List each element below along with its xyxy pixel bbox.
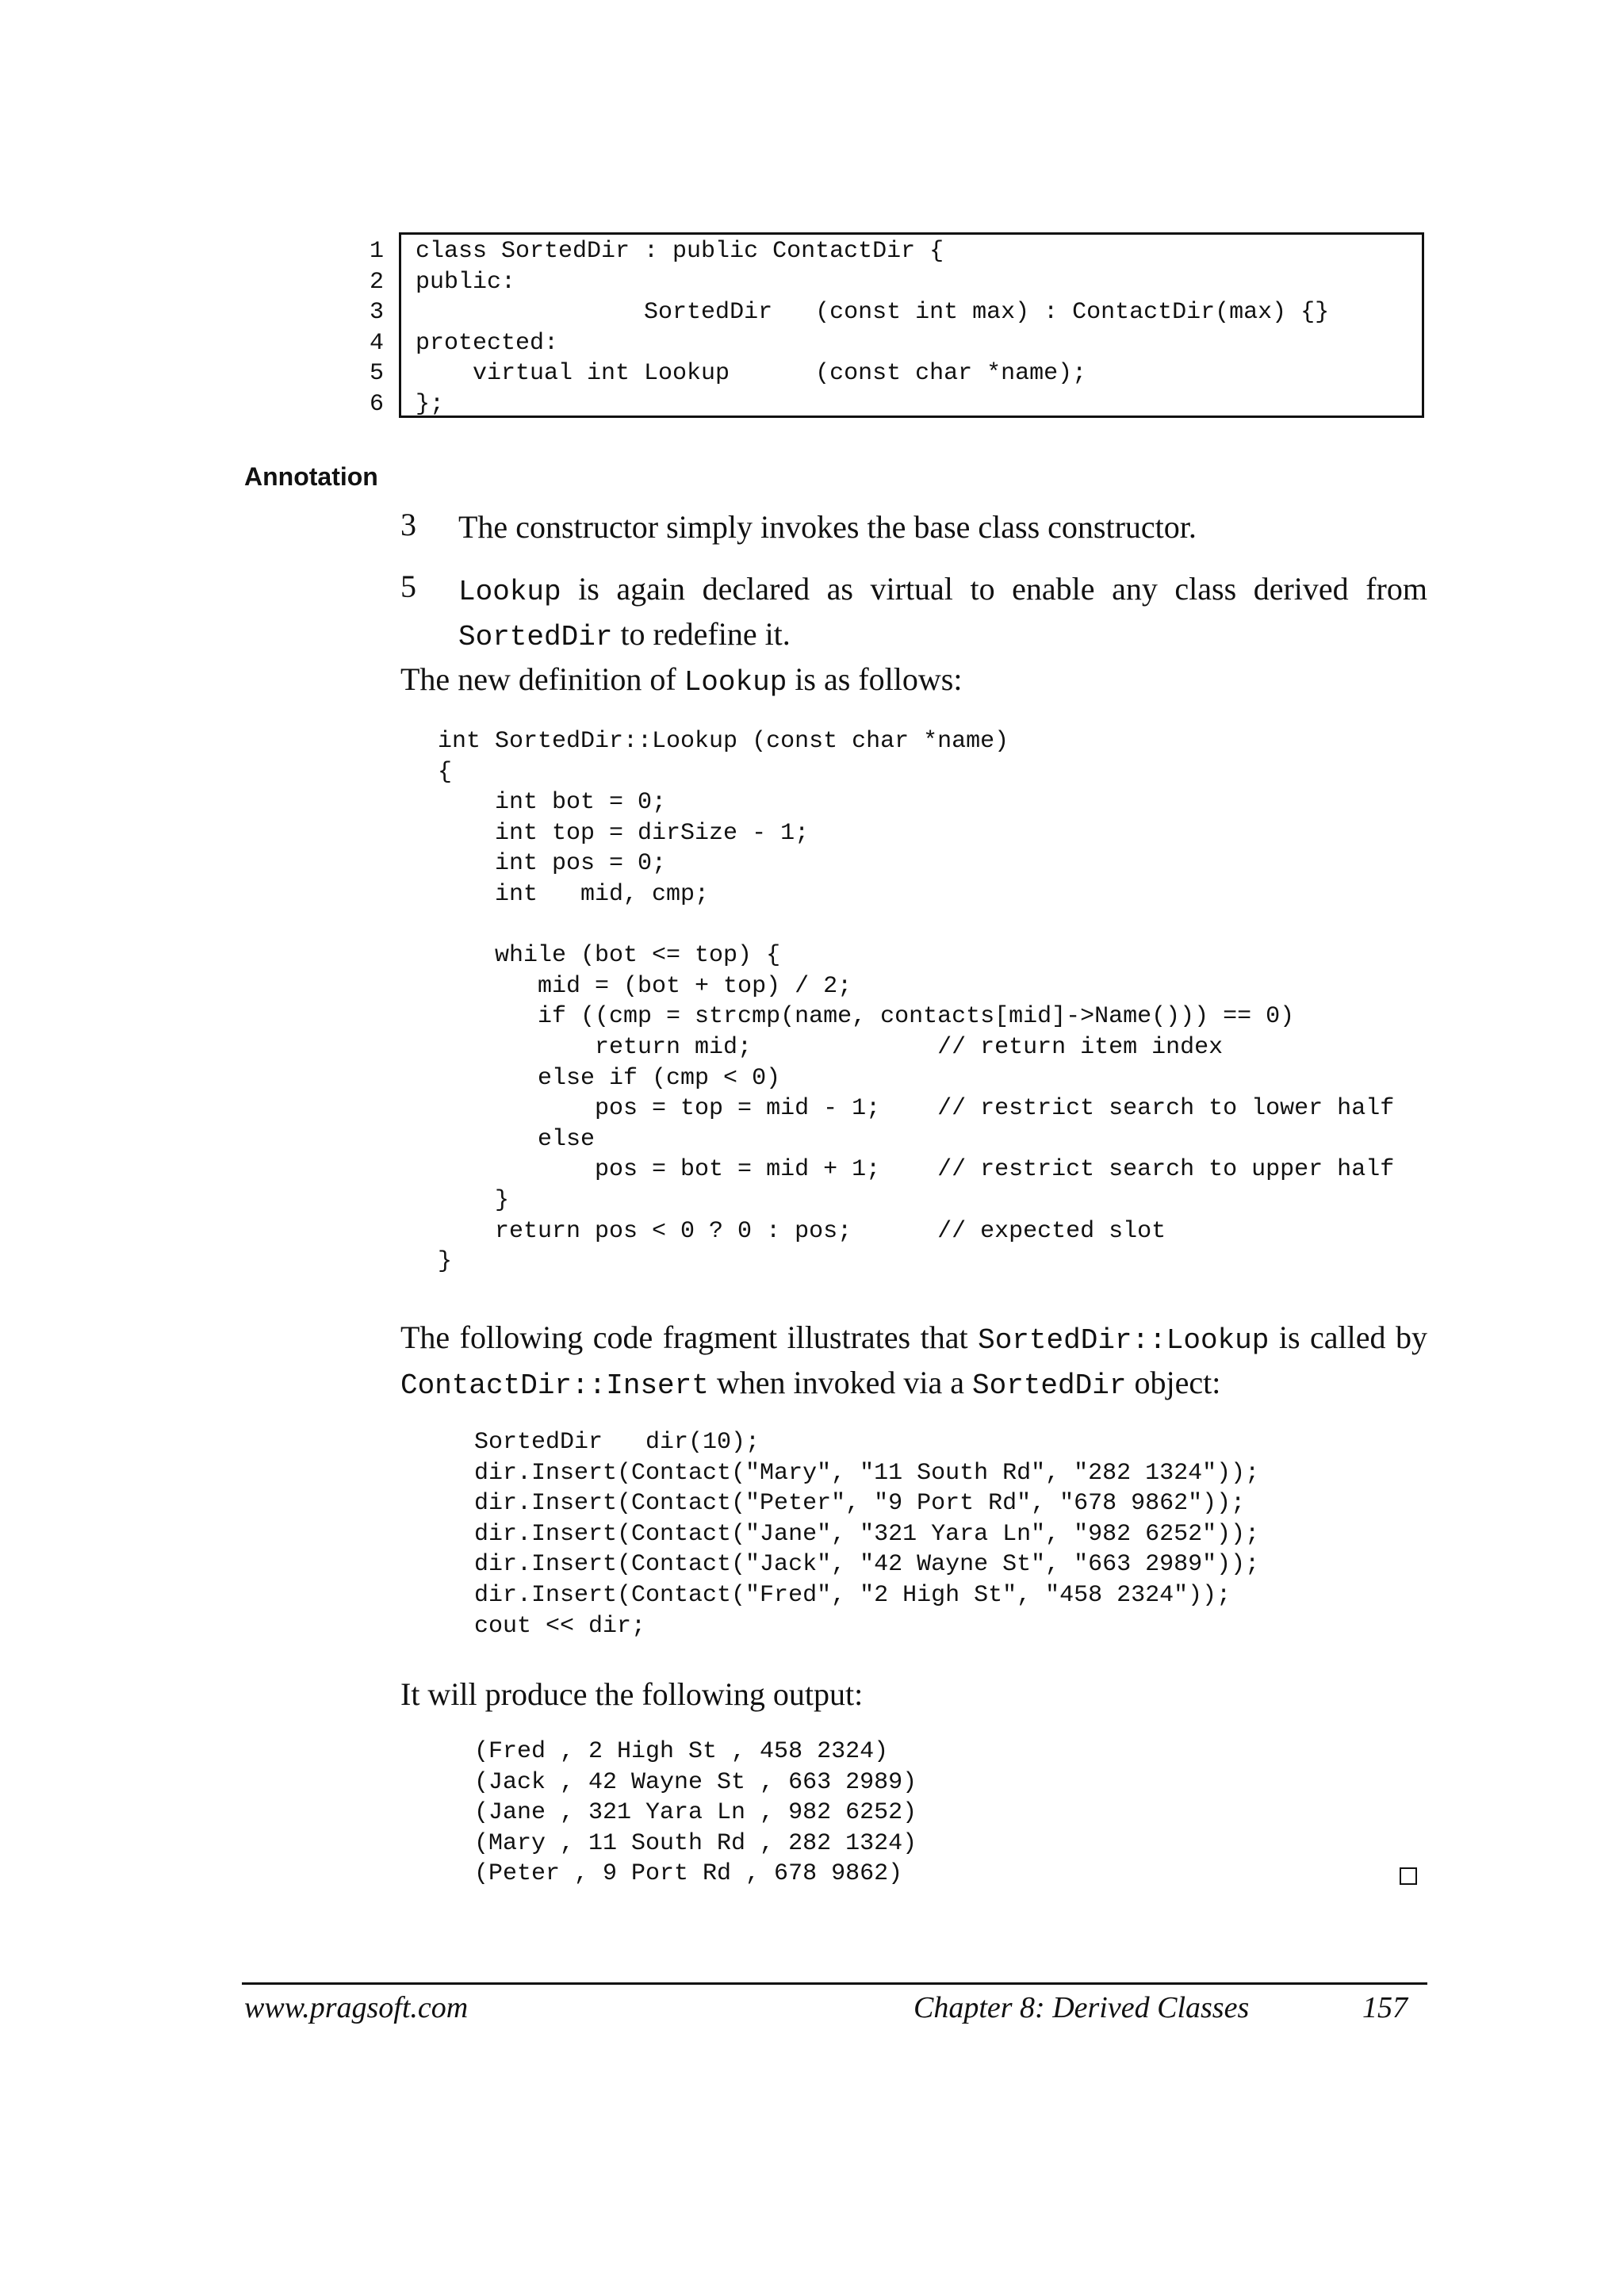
code-line: public: xyxy=(416,268,516,296)
code-line: protected: xyxy=(416,329,559,357)
footer-rule xyxy=(242,1982,1427,1985)
line-number: 2 xyxy=(369,268,384,296)
line-number: 4 xyxy=(369,329,384,357)
annotation-number: 3 xyxy=(400,507,416,542)
code-line: virtual int Lookup (const char *name); xyxy=(416,360,1087,388)
page-number: 157 xyxy=(1362,1991,1408,2024)
body-paragraph: It will produce the following output: xyxy=(400,1676,864,1712)
annotation-heading: Annotation xyxy=(244,462,378,491)
annotation-number: 5 xyxy=(400,569,416,604)
body-paragraph: The new definition of Lookup is as follows: xyxy=(400,661,963,699)
code-line: class SortedDir : public ContactDir { xyxy=(416,238,944,265)
line-number: 1 xyxy=(369,238,384,265)
line-number: 5 xyxy=(369,360,384,388)
body-paragraph: The following code fragment illustrates that SortedDir::Lookup is called by ContactDir::Insert when invoked via a SortedDir object: xyxy=(400,1319,1428,1402)
footer-chapter: Chapter 8: Derived Classes xyxy=(914,1991,1250,2024)
footer-website: www.pragsoft.com xyxy=(244,1991,469,2024)
end-of-example-icon xyxy=(1400,1867,1417,1885)
code-line: }; xyxy=(416,391,445,418)
code-block-output: (Fred , 2 High St , 458 2324) (Jack , 42 Wayne St , 663 2989) (Jane , 321 Yara Ln , 982 6252) (Mary , 11 South Rd , 282 1324) (Peter , 9 Port Rd , 678 9862) xyxy=(474,1738,917,1888)
code-block-fragment: SortedDir dir(10); dir.Insert(Contact("Mary", "11 South Rd", "282 1324")); dir.Insert(Contact("Peter", "9 Port Rd", "678 9862")); dir.Insert(Contact("Jane", "321 Yara Ln", "982 6252")); dir.Insert(Contact("Jack", "42 Wayne St", "663 2989")); dir.Insert(Contact("Fred", "2 High St", "458 2324")); cout << dir; xyxy=(474,1429,1260,1640)
annotation-text: The constructor simply invokes the base class constructor. xyxy=(458,509,1197,545)
line-number: 3 xyxy=(369,299,384,327)
annotation-text: Lookup is again declared as virtual to enable any class derived from SortedDir to redefine it. xyxy=(458,571,1427,653)
line-number: 6 xyxy=(369,391,384,418)
code-block-lookup: int SortedDir::Lookup (const char *name) { int bot = 0; int top = dirSize - 1; int pos = 0; int mid, cmp; while (bot <= top) { mid = (bot + top) / 2; if ((cmp = strcmp(name, contacts[mid]->Name())) == 0) return mid; // return item index else if (cmp < 0) pos = top = mid - 1; // restrict search to lower half else pos = bot = mid + 1; // restrict search to upper half } return pos < 0 ? 0 : pos; // expected slot } xyxy=(438,728,1395,1276)
code-line: SortedDir (const int max) : ContactDir(max) {} xyxy=(416,299,1330,327)
